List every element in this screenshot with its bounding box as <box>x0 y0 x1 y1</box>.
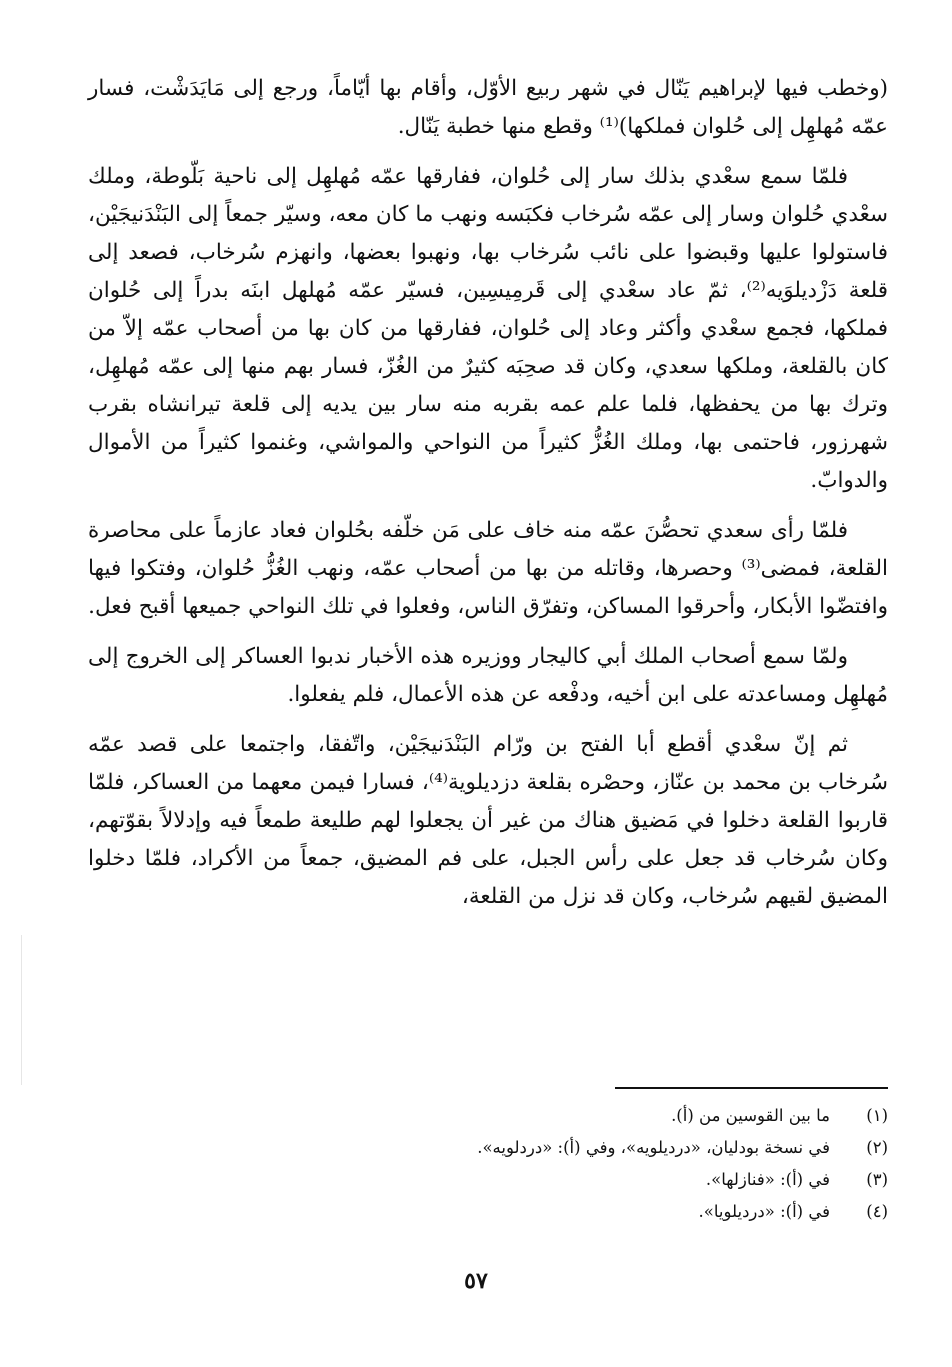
main-text <box>88 70 888 928</box>
footnotes <box>200 1100 888 1228</box>
footnote-text: ما بين القوسين من (أ). <box>671 1106 830 1125</box>
footnote-separator <box>615 1087 888 1089</box>
footnote-number: (١) <box>866 1106 888 1125</box>
footnote-4 <box>200 1196 888 1228</box>
footnote-text: في نسخة بودليان، «درديلويه»، وفي (أ): «دردلويه». <box>477 1138 830 1157</box>
footnote-number: (٤) <box>866 1202 888 1221</box>
page-number: ٥٧ <box>464 1268 488 1294</box>
footnote-1 <box>200 1100 888 1132</box>
paragraph-2: فلمّا سمع سعْدي بذلك سار إلى حُلوان، ففارقها عمّه مُهلهِل إلى ناحية بَلّوطة، وملك سعْدي حُلوان وسار إلى عمّه سُرخاب فكبَسه ونهب ما كان معه، وسيّر جمعاً إلى البَنْدَنيجَيْن، فاستولوا عليها وقبضوا على نائب سُرخاب بها، ونهبوا بعضها، وانهزم سُرخاب، فصعد إلى قلعة دَزْديلوَيه⁽²⁾، ثمّ عاد سعْدي إلى قَرمِيسِين، فسيّر عمّه مُهلهل ابنَه بدراً إلى حُلوان فملكها، فجمع سعْدي وأكثر وعاد إلى حُلوان، ففارقها من كان بها من أصحاب عمّه إلاّ من كان بالقلعة، وملكها سعدي، وكان قد صحِبَه كثيرٌ من الغُزّ، فسار بهم منها إلى عمّه مُهلهِل، وترك بها من يحفظها، فلما علم عمه بقربه منه سار بين يديه إلى قلعة تيرانشاه بقرب شهرزور، فاحتمى بها، وملك الغُزُّ كثيراً من النواحي والمواشي، وغنموا كثيراً من الأموال والدوابّ. <box>88 164 888 493</box>
paragraph-1: (وخطب فيها لإبراهيم يَنّال في شهر ربيع الأوّل، وأقام بها أيّاماً، ورجع إلى مَايَدَشْت، فسار عمّه مُهلهِل إلى حُلوان فملكها)⁽¹⁾ وقطع منها خطبة يَنّال. <box>88 76 888 139</box>
paragraph-5: ثم إنّ سعْدي أقطع أبا الفتح بن ورّام البَنْدَنيجَيْن، واتّفقا، واجتمعا على قصد عمّه سُرخاب بن محمد بن عنّاز، وحصْره بقلعة دزديلوية⁽⁴⁾، فسارا فيمن معهما من العساكر، فلمّا قاربوا القلعة دخلوا في مَضيق هناك من غير أن يجعلوا لهم طليعة طمعاً فيه وإدلالاً بقوّتهم، وكان سُرخاب قد جعل على رأس الجبل، على فم المضيق، جمعاً من الأكراد، فلمّا دخلوا المضيق لقيهم سُرخاب، وكان قد نزل من القلعة، <box>88 732 889 909</box>
footnote-number: (٢) <box>866 1138 888 1157</box>
paragraph-4: ولمّا سمع أصحاب الملك أبي كاليجار ووزيره هذه الأخبار ندبوا العساكر إلى الخروج إلى مُهلهِل ومساعدته على ابن أخيه، ودفْعه عن هذه الأعمال، فلم يفعلوا. <box>88 644 888 707</box>
footnote-3 <box>200 1164 888 1196</box>
footnote-number: (٣) <box>866 1170 888 1189</box>
margin-mark <box>21 935 22 1085</box>
footnote-text: في (أ): «درديلويا». <box>698 1202 830 1221</box>
paragraph-3: فلمّا رأى سعدي تحصُّنَ عمّه منه خاف على مَن خلّفه بحُلوان فعاد عازماً على محاصرة القلعة، فمضى⁽³⁾ وحصرها، وقاتله من بها من أصحاب عمّه، ونهب الغُزُّ حُلوان، وفتكوا فيها وافتضّوا الأبكار، وأحرقوا المساكن، وتفرّق الناس، وفعلوا في تلك النواحي جميعها أقبح فعل. <box>88 518 888 619</box>
footnote-2 <box>200 1132 888 1164</box>
footnote-text: في (أ): «فنازلها». <box>705 1170 830 1189</box>
